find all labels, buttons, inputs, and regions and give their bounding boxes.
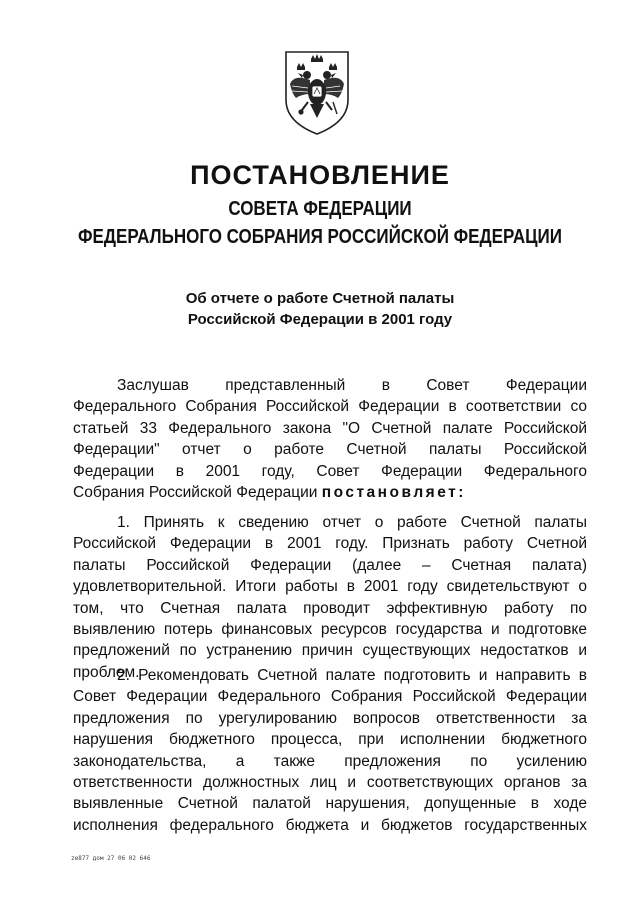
issuer-council: СОВЕТА ФЕДЕРАЦИИ [228,198,412,220]
text-line: Федерации" отчет о работе Счетной палаты Российской [73,441,587,459]
text-line: удовлетворительной. Итоги работы в 2001 году свидетельствуют о [73,578,587,596]
text-line: Федерации в 2001 году, Совет Федерации Федерального [73,462,587,480]
text-line: предложения по урегулированию вопросов ответственности за [73,709,587,727]
text-line: исполнения федерального бюджета и бюджетов государственных [73,816,587,834]
text-line: 1. Принять к сведению отчет о работе Счетной палаты [117,514,587,531]
subject-line-2: Российской Федерации в 2001 году [187,311,453,328]
text-fragment: Собрания Российской Федерации [73,483,318,501]
issuer-assembly: ФЕДЕРАЛЬНОГО СОБРАНИЯ РОССИЙСКОЙ ФЕДЕРАЦИИ [78,226,562,248]
text-line: Российской Федерации в 2001 году. Признать работу Счетной [73,535,587,553]
text-line: проблем. [73,663,140,681]
text-line: 2. Рекомендовать Счетной палате подготовить и направить в [117,667,587,684]
decree-word: постановляет: [321,483,466,501]
preamble-paragraph [73,375,587,503]
subject-line-1: Об отчете о работе Счетной палаты [185,290,455,307]
text-line [73,482,587,503]
text-line: предложений по устранению причин существующих недостатков и [73,642,587,660]
text-line: Совет Федерации Федерального Собрания Российской Федерации [73,688,587,706]
text-line: статьей 33 Федерального закона "О Счетной палате Российской [73,419,587,437]
text-line: Заслушав представленный в Совет Федерации [117,377,587,394]
text-line: ответственности должностных лиц и соответствующих органов за [73,773,587,791]
text-line: законодательства, а также предложения по усилению [73,752,587,770]
text-line: нарушения бюджетного процесса, при исполнении бюджетного [73,731,587,749]
item-2-paragraph [73,665,587,836]
text-line: выявлению потерь финансовых ресурсов государства и подготовке [73,620,587,638]
item-1-paragraph [73,512,587,683]
text-line: том, что Счетная палата проводит эффективную работу по [73,599,587,617]
document-title: ПОСТАНОВЛЕНИЕ [190,160,450,190]
text-line: Федерального Собрания Российской Федерации в соответствии со [73,398,587,416]
text-line: палаты Российской Федерации (далее – Счетная палата) [73,556,587,574]
text-line: выявленные Счетной палатой нарушения, допущенные в ходе [73,795,587,813]
coat-of-arms-icon [280,48,354,136]
document-footer-code: ze877 дом 27 06 02 646 [71,855,151,862]
